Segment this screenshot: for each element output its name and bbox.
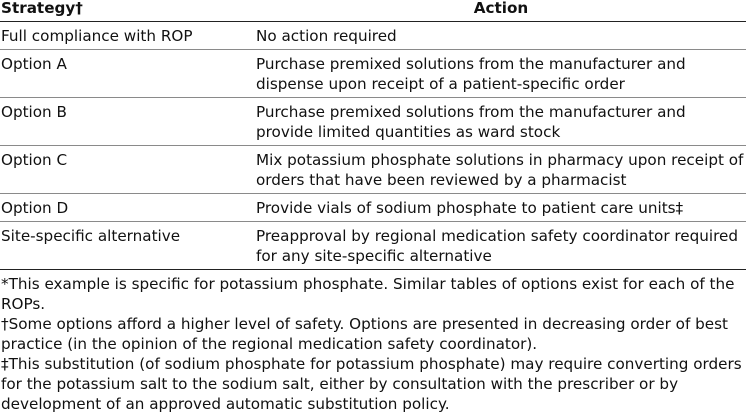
footnote-double-dagger: ‡This substitution (of sodium phosphate for potassium phosphate) may require converting orders for the potassium salt to the sodium salt, either by consultation with the prescriber or by development of an approved automatic substitution policy. bbox=[1, 355, 742, 413]
strategy-cell: Full compliance with ROP bbox=[0, 22, 256, 50]
header-action: Action bbox=[256, 0, 746, 22]
table-row bbox=[0, 194, 746, 222]
table-row bbox=[0, 50, 746, 98]
strategy-cell: Option D bbox=[0, 194, 256, 222]
action-cell: No action required bbox=[256, 22, 746, 50]
header-row bbox=[0, 0, 746, 22]
strategy-cell: Option B bbox=[0, 98, 256, 146]
action-cell: Purchase premixed solutions from the manufacturer and provide limited quantities as ward stock bbox=[256, 98, 746, 146]
action-cell: Mix potassium phosphate solutions in pharmacy upon receipt of orders that have been reviewed by a pharmacist bbox=[256, 146, 746, 194]
action-cell: Purchase premixed solutions from the manufacturer and dispense upon receipt of a patient-specific order bbox=[256, 50, 746, 98]
strategy-cell: Site-specific alternative bbox=[0, 222, 256, 270]
table-header bbox=[0, 0, 746, 22]
header-strategy: Strategy† bbox=[0, 0, 256, 22]
strategy-cell: Option A bbox=[0, 50, 256, 98]
table-row bbox=[0, 146, 746, 194]
footnote-dagger: †Some options afford a higher level of safety. Options are presented in decreasing order of best practice (in the opinion of the regional medication safety coordinator). bbox=[1, 315, 728, 353]
table-row bbox=[0, 98, 746, 146]
strategy-cell: Option C bbox=[0, 146, 256, 194]
table-row bbox=[0, 22, 746, 50]
action-cell: Preapproval by regional medication safety coordinator required for any site-specific alternative bbox=[256, 222, 746, 270]
table-body bbox=[0, 22, 746, 270]
footnotes bbox=[0, 270, 746, 414]
footnote-asterisk: *This example is specific for potassium phosphate. Similar tables of options exist for each of the ROPs. bbox=[1, 275, 735, 313]
table-row bbox=[0, 222, 746, 270]
action-cell: Provide vials of sodium phosphate to patient care units‡ bbox=[256, 194, 746, 222]
